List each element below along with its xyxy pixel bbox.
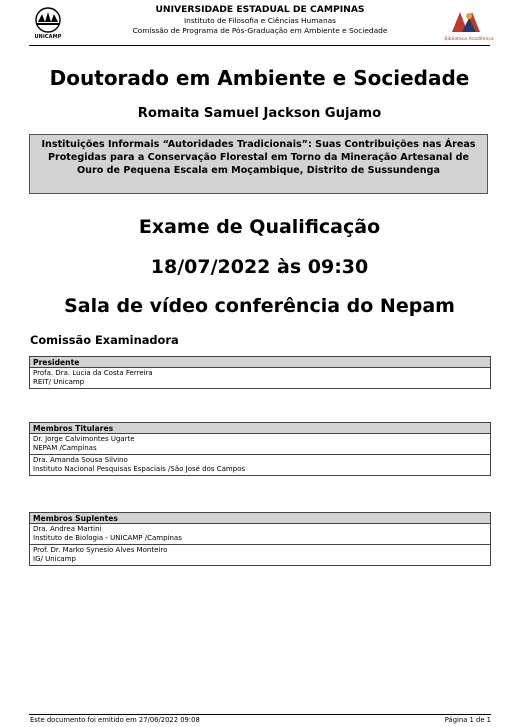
table-row — [30, 434, 490, 455]
member-name: Dra. Andrea Martini — [33, 525, 102, 533]
member-affiliation: Instituto Nacional Pesquisas Espaciais /São José dos Campos — [33, 465, 246, 473]
unicamp-logo — [30, 6, 66, 44]
exam-datetime: 18/07/2022 às 09:30 — [150, 256, 369, 278]
committee-name: Comissão de Programa de Pós-Graduação em Ambiente e Sociedade — [132, 26, 388, 35]
member-name: Dr. Jorge Calvimontes Ugarte — [33, 435, 135, 443]
committee-heading: Comissão Examinadora — [30, 333, 179, 347]
candidate-name: Romaita Samuel Jackson Gujamo — [137, 106, 382, 121]
program-title: Doutorado em Ambiente e Sociedade — [49, 66, 470, 90]
library-logo-caption: Biblioteca Acadêmica — [444, 37, 494, 42]
header-text — [100, 4, 420, 36]
exam-location: Sala de vídeo conferência do Nepam — [64, 295, 455, 317]
substitute-members-table — [29, 512, 491, 566]
unicamp-logo-caption: UNICAMP — [34, 34, 62, 40]
unicamp-emblem-icon — [30, 6, 66, 34]
member-name: Dra. Amanda Sousa Silvino — [33, 456, 128, 464]
issued-timestamp: Este documento foi emitido em 27/06/2022 09:08 — [30, 716, 200, 724]
member-name: Profa. Dra. Lucia da Costa Ferreira — [33, 369, 153, 377]
footer-divider — [29, 714, 491, 715]
page-header — [0, 2, 519, 46]
member-name: Prof. Dr. Marko Synesio Alves Monteiro — [33, 546, 168, 554]
titular-table-header: Membros Titulares — [30, 423, 490, 434]
member-affiliation: NEPAM /Campinas — [33, 444, 97, 452]
library-logo — [444, 8, 494, 44]
page-number: Página 1 de 1 — [444, 716, 491, 724]
member-affiliation: Instituto de Biologia - UNICAMP /Campinas — [33, 534, 182, 542]
page-footer — [30, 716, 491, 724]
table-row — [30, 545, 490, 565]
titular-members-table — [29, 422, 491, 476]
president-table-header: Presidente — [30, 357, 490, 368]
member-affiliation: IG/ Unicamp — [33, 555, 76, 563]
university-name: UNIVERSIDADE ESTADUAL DE CAMPINAS — [155, 4, 365, 15]
substitute-table-header: Membros Suplentes — [30, 513, 490, 524]
library-emblem-icon — [444, 8, 494, 36]
header-divider — [29, 45, 490, 46]
table-row — [30, 455, 490, 475]
table-row — [30, 368, 490, 388]
thesis-title-box — [29, 134, 488, 194]
thesis-title: Instituições Informais “Autoridades Tradicionais”: Suas Contribuições nas Áreas Protegidas para a Conservação Florestal em Torno da Mineração Artesanal de Ouro de Pequena Escala em Moçambique, Distrito de Sussundenga — [41, 139, 476, 176]
member-affiliation: REIT/ Unicamp — [33, 378, 85, 386]
institute-name: Instituto de Filosofia e Ciências Humanas — [183, 16, 337, 25]
table-row — [30, 524, 490, 545]
exam-type: Exame de Qualificação — [138, 216, 381, 238]
president-table — [29, 356, 491, 389]
